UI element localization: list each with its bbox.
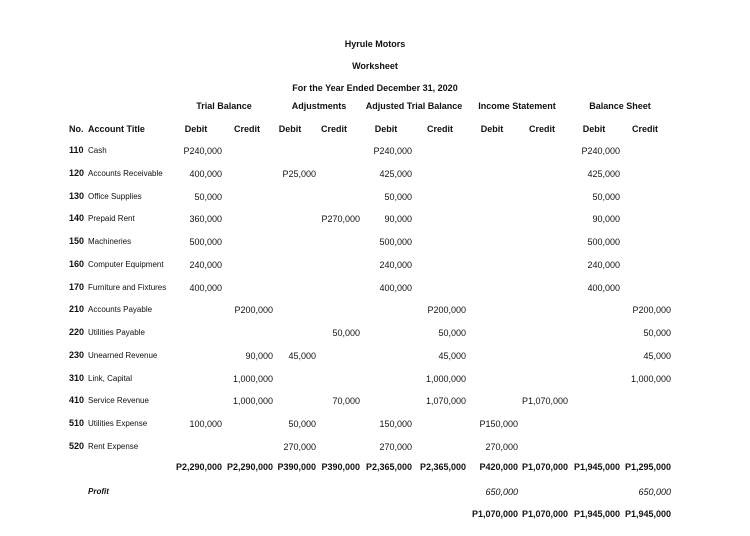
cell-value: P240,000 <box>183 146 222 156</box>
cell-value: 240,000 <box>587 259 620 270</box>
account-name: Accounts Receivable <box>88 168 163 178</box>
cell-value: 270,000 <box>485 441 518 452</box>
column-header-credit: Credit <box>426 124 453 134</box>
column-header-credit: Credit <box>320 124 347 134</box>
account-number: 130 <box>69 190 85 201</box>
cell-value: 360,000 <box>189 214 222 225</box>
total-value: P1,070,000 <box>521 462 568 472</box>
column-header-debit: Debit <box>582 124 606 134</box>
cell-value: 50,000 <box>438 328 466 338</box>
cell-value: 1,000,000 <box>232 373 273 384</box>
cell-value: 100,000 <box>189 419 222 429</box>
profit-label: Profit <box>88 487 109 496</box>
cell-value: 270,000 <box>379 441 412 452</box>
report-title: Hyrule Motors <box>344 39 406 49</box>
cell-value: 425,000 <box>587 168 620 179</box>
cell-value: 1,000,000 <box>630 373 671 384</box>
column-header-credit: Credit <box>631 124 658 134</box>
account-number: 310 <box>69 372 85 383</box>
cell-value: 1,070,000 <box>425 396 466 407</box>
column-header-credit: Credit <box>233 124 260 134</box>
cell-value: 50,000 <box>288 419 316 429</box>
total-value: P1,295,000 <box>624 462 671 472</box>
cell-value: 400,000 <box>189 168 222 179</box>
column-header-debit: Debit <box>480 124 504 134</box>
cell-value: 45,000 <box>288 350 316 361</box>
account-number: 220 <box>69 327 85 337</box>
report-subtitle: Worksheet <box>352 61 398 71</box>
column-group-header: Adjustments <box>291 101 347 111</box>
total-value: P2,365,000 <box>365 462 412 472</box>
account-number: 160 <box>69 258 85 269</box>
account-name: Machineries <box>88 237 132 246</box>
cell-value: 500,000 <box>189 237 222 247</box>
account-name: Link, Capital <box>88 373 133 383</box>
cell-value: 70,000 <box>332 396 360 407</box>
cell-value: 90,000 <box>245 350 273 361</box>
cell-value: 50,000 <box>194 191 222 202</box>
account-name: Service Revenue <box>88 396 149 406</box>
cell-value: 400,000 <box>379 282 412 293</box>
column-group-header: Income Statement <box>478 101 556 111</box>
profit-balance-credit: 650,000 <box>638 487 671 497</box>
cell-value: 45,000 <box>643 350 671 361</box>
account-name: Unearned Revenue <box>88 350 158 360</box>
cell-value: 90,000 <box>384 214 412 225</box>
column-group-header: Adjusted Trial Balance <box>365 101 463 111</box>
total-value: P1,945,000 <box>573 462 620 472</box>
cell-value: 1,000,000 <box>232 396 273 407</box>
cell-value: P240,000 <box>373 146 412 156</box>
account-number: 120 <box>69 167 85 178</box>
cell-value: P200,000 <box>632 305 671 316</box>
total-value: P2,290,000 <box>226 462 273 472</box>
cell-value: P150,000 <box>479 419 518 429</box>
account-number: 170 <box>69 281 85 292</box>
final-total-value: P1,070,000 <box>521 509 568 519</box>
account-name: Rent Expense <box>88 441 139 451</box>
total-value: P390,000 <box>277 462 316 472</box>
cell-value: 500,000 <box>379 237 412 247</box>
header-no: No. <box>69 124 84 134</box>
account-number: 230 <box>69 349 85 360</box>
account-number: 410 <box>69 395 85 406</box>
cell-value: P240,000 <box>581 146 620 156</box>
total-value: P390,000 <box>321 462 360 472</box>
cell-value: 500,000 <box>587 237 620 247</box>
account-name: Utilities Payable <box>88 328 145 337</box>
column-header-debit: Debit <box>374 124 398 134</box>
cell-value: P270,000 <box>321 214 360 225</box>
cell-value: 50,000 <box>332 328 360 338</box>
account-name: Office Supplies <box>88 191 142 201</box>
account-number: 510 <box>69 418 85 428</box>
account-number: 150 <box>69 236 85 246</box>
cell-value: 425,000 <box>379 168 412 179</box>
report-period: For the Year Ended December 31, 2020 <box>292 83 458 93</box>
account-number: 210 <box>69 304 85 315</box>
cell-value: 240,000 <box>379 259 412 270</box>
column-header-debit: Debit <box>278 124 302 134</box>
account-number: 110 <box>69 145 84 155</box>
column-group-header: Trial Balance <box>196 101 252 111</box>
cell-value: 50,000 <box>643 328 671 338</box>
total-value: P2,365,000 <box>419 462 466 472</box>
final-total-value: P1,945,000 <box>624 509 671 519</box>
final-total-value: P1,070,000 <box>471 509 518 519</box>
account-number: 520 <box>69 440 85 451</box>
cell-value: P200,000 <box>234 305 273 316</box>
cell-value: 45,000 <box>438 350 466 361</box>
cell-value: 150,000 <box>379 419 412 429</box>
cell-value: P200,000 <box>427 305 466 316</box>
column-header-credit: Credit <box>528 124 555 134</box>
account-name: Computer Equipment <box>88 259 164 269</box>
final-total-value: P1,945,000 <box>573 509 620 519</box>
column-group-header: Balance Sheet <box>589 101 651 111</box>
total-value: P2,290,000 <box>175 462 222 472</box>
cell-value: 90,000 <box>592 214 620 225</box>
header-account-title: Account Title <box>88 124 145 134</box>
total-value: P420,000 <box>479 462 518 472</box>
account-name: Accounts Payable <box>88 305 153 315</box>
profit-income-debit: 650,000 <box>485 487 518 497</box>
cell-value: 50,000 <box>592 191 620 202</box>
cell-value: 400,000 <box>189 282 222 293</box>
account-name: Utilities Expense <box>88 419 148 428</box>
account-name: Cash <box>88 146 107 155</box>
account-name: Furniture and Fixtures <box>88 282 167 292</box>
column-header-debit: Debit <box>184 124 208 134</box>
cell-value: 240,000 <box>189 259 222 270</box>
account-name: Prepaid Rent <box>88 214 135 224</box>
account-number: 140 <box>69 213 85 224</box>
cell-value: P1,070,000 <box>521 396 568 407</box>
cell-value: 270,000 <box>283 441 316 452</box>
cell-value: 1,000,000 <box>425 373 466 384</box>
cell-value: P25,000 <box>282 168 316 179</box>
cell-value: 50,000 <box>384 191 412 202</box>
cell-value: 400,000 <box>587 282 620 293</box>
